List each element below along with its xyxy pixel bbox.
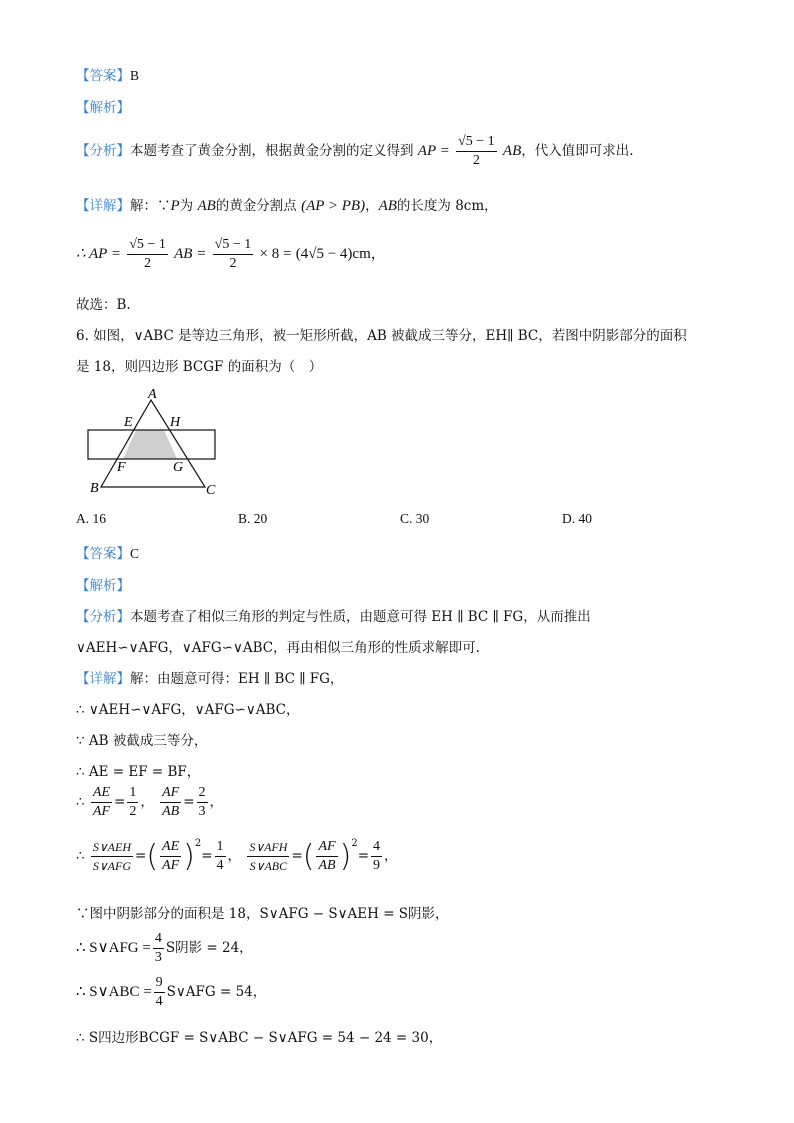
step-4: ∴ AE = EF = BF， bbox=[76, 764, 201, 780]
xiangjie-text: ， bbox=[365, 198, 379, 214]
xiangjie-line-q6 bbox=[76, 667, 343, 687]
step-9: ∴ S∨ABC = $\frac{9}{4}$ S∨AFG = 54， bbox=[76, 975, 267, 1009]
answer-line-q6 bbox=[76, 542, 139, 562]
answer-tag: 【答案】 bbox=[76, 68, 130, 84]
fenxi-line-q5 bbox=[76, 133, 634, 170]
analysis-tag-q5: 【解析】 bbox=[76, 100, 130, 116]
label-b: B bbox=[90, 481, 99, 496]
calc-fraction-2: $\frac{√5 - 1}{2}$ bbox=[214, 237, 252, 271]
label-a: A bbox=[148, 387, 157, 402]
step-6: ∴ $\frac{\text{S∨AEH}}{\text{S∨AFG}}$ =( $\frac{AE}{AF}$ )$^2$= $\frac{1}{4}$ ， $\frac{\text{S∨AFH}}{\text{S∨ABC}}$ =( $\frac{AF}{AB}$ )$^2$= $\frac{4}{9}$ ， bbox=[76, 838, 398, 874]
calc-result: (4√5 − 4)cm， bbox=[295, 246, 386, 262]
answer-value: C bbox=[130, 546, 140, 561]
condition: (AP > PB) bbox=[301, 198, 366, 214]
q6-stem-b: 是 18，则四边形 BCGF 的面积为（ ） bbox=[76, 359, 323, 375]
fenxi-tag: 【分析】 bbox=[76, 609, 130, 625]
option-b: B. 20 bbox=[238, 511, 268, 526]
segment-ab: AB bbox=[378, 198, 397, 214]
step-10: ∴ S四边形BCGF = S∨ABC − S∨AFG = 54 − 24 = 30， bbox=[76, 1030, 443, 1046]
fenxi-text-b: ，代入值即可求出. bbox=[521, 143, 634, 159]
calc-prefix: ∴ AP = bbox=[76, 246, 121, 262]
xiangjie-text: 的黄金分割点 bbox=[215, 198, 297, 214]
answer-line-q5 bbox=[76, 64, 139, 84]
answer-tag: 【答案】 bbox=[76, 546, 130, 562]
fenxi-text-a: 本题考查了黄金分割，根据黄金分割的定义得到 bbox=[130, 143, 414, 159]
step-8: ∴ S∨AFG = $\frac{4}{3}$ S阴影 = 24， bbox=[76, 931, 253, 965]
label-c: C bbox=[206, 483, 216, 498]
fenxi-line-q6-b: ∨AEH∽∨AFG，∨AFG∽∨ABC，再由相似三角形的性质求解即可. bbox=[76, 640, 480, 656]
label-g: G bbox=[173, 460, 184, 475]
xiangjie-text: 的长度为 8cm， bbox=[396, 198, 498, 214]
xiangjie-tag: 【详解】 bbox=[76, 671, 130, 687]
label-f: F bbox=[117, 460, 126, 475]
calc-line-q5 bbox=[76, 236, 386, 273]
fenxi-line-q6-a bbox=[76, 605, 591, 625]
xiangjie-text: 解：∵ bbox=[130, 198, 171, 214]
triangle-figure bbox=[84, 384, 224, 499]
step-7: ∵图中阴影部分的面积是 18，S∨AFG − S∨AEH = S阴影， bbox=[76, 906, 449, 922]
analysis-tag-q6: 【解析】 bbox=[76, 578, 130, 594]
step-3: ∵ AB 被截成三等分， bbox=[76, 733, 208, 749]
xiangjie-text: 为 bbox=[179, 198, 194, 214]
choice-line-q5: 故选：B. bbox=[76, 297, 131, 313]
option-c: C. 30 bbox=[400, 511, 430, 526]
step-2: ∴ ∨AEH∽∨AFG，∨AFG∽∨ABC， bbox=[76, 702, 300, 718]
calc-mid: AB = bbox=[174, 246, 207, 262]
fenxi-formula-left: AP = bbox=[417, 143, 450, 159]
fenxi-fraction: $\frac{√5 - 1}{2}$ bbox=[458, 134, 495, 168]
fenxi-tag: 【分析】 bbox=[76, 143, 130, 159]
label-e: E bbox=[124, 415, 133, 430]
option-a: A. 16 bbox=[76, 511, 106, 526]
option-d: D. 40 bbox=[562, 511, 592, 526]
fenxi-text-a: 本题考查了相似三角形的判定与性质，由题意可得 EH ∥ BC ∥ FG，从而推出 bbox=[130, 609, 591, 625]
answer-value: B bbox=[130, 68, 140, 83]
q6-stem-a: 6. 如图，∨ABC 是等边三角形，被一矩形所截，AB 被截成三等分，EH∥ BC，若图中阴影部分的面积 bbox=[76, 328, 687, 344]
fenxi-formula-right: AB bbox=[502, 143, 522, 159]
xiangjie-line-q5 bbox=[76, 194, 498, 215]
xiangjie-tag: 【详解】 bbox=[76, 198, 130, 214]
step-5: ∴ $\frac{AE}{AF}$ = $\frac{1}{2}$ ， $\frac{AF}{AB}$ = $\frac{2}{3}$ ， bbox=[76, 785, 224, 819]
segment-ab: AB bbox=[197, 198, 216, 214]
point-p: P bbox=[170, 198, 180, 214]
calc-fraction-1: $\frac{√5 - 1}{2}$ bbox=[129, 237, 166, 271]
calc-mid: × 8 = bbox=[259, 246, 292, 262]
step-1: 解：由题意可得：EH ∥ BC ∥ FG， bbox=[130, 671, 344, 687]
label-h: H bbox=[170, 415, 181, 430]
